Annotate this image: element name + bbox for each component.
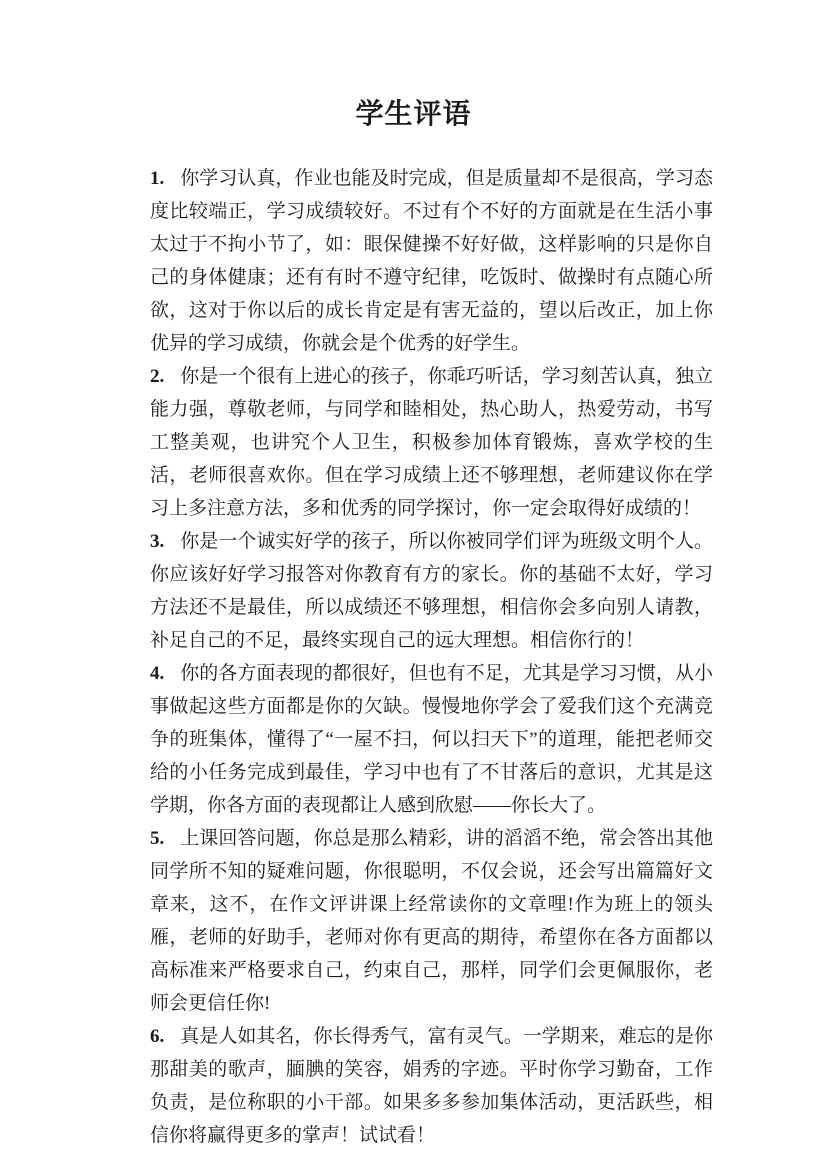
comment-paragraph	[150, 360, 713, 525]
paragraph-number: 5.	[150, 828, 165, 849]
comment-paragraph	[150, 162, 713, 360]
comment-paragraph	[150, 525, 713, 657]
paragraph-text: 你学习认真，作业也能及时完成，但是质量却不是很高，学习态度比较端正，学习成绩较好。不过有个不好的方面就是在生活小事太过于不拘小节了，如：眼保健操不好好做，这样影响的只是你自己的身体健康；还有有时不遵守纪律，吃饭时、做操时有点随心所欲，这对于你以后的成长肯定是有害无益的，望以后改正，加上你优异的学习成绩，你就会是个优秀的好学生。	[150, 168, 713, 354]
comment-paragraph	[150, 822, 713, 1020]
paragraph-number: 6.	[150, 1026, 165, 1047]
paragraph-number: 2.	[150, 366, 165, 387]
paragraph-number: 4.	[150, 663, 165, 684]
paragraph-text: 你的各方面表现的都很好，但也有不足，尤其是学习习惯，从小事做起这些方面都是你的欠缺。慢慢地你学会了爱我们这个充满竞争的班集体，懂得了“一屋不扫，何以扫天下”的道理，能把老师交给的小任务完成到最佳，学习中也有了不甘落后的意识，尤其是这学期，你各方面的表现都让人感到欣慰——你长大了。	[150, 663, 713, 816]
paragraph-text: 你是一个很有上进心的孩子，你乖巧听话，学习刻苦认真，独立能力强，尊敬老师，与同学和睦相处，热心助人，热爱劳动，书写工整美观，也讲究个人卫生，积极参加体育锻炼，喜欢学校的生活，老师很喜欢你。但在学习成绩上还不够理想，老师建议你在学习上多注意方法，多和优秀的同学探讨，你一定会取得好成绩的！	[150, 366, 713, 519]
page-title: 学生评语	[355, 99, 472, 130]
paragraph-number: 3.	[150, 531, 165, 552]
comment-paragraph	[150, 657, 713, 822]
paragraph-text: 你是一个诚实好学的孩子，所以你被同学们评为班级文明个人。你应该好好学习报答对你教育有方的家长。你的基础不太好，学习方法还不是最佳，所以成绩还不够理想，相信你会多向别人请教，补足自己的不足，最终实现自己的远大理想。相信你行的！	[150, 531, 713, 651]
comment-list	[0, 162, 827, 1152]
paragraph-text: 真是人如其名，你长得秀气，富有灵气。一学期来，难忘的是你那甜美的歌声，腼腆的笑容，娟秀的字迹。平时你学习勤奋，工作负责，是位称职的小干部。如果多多参加集体活动，更活跃些，相信你将赢得更多的掌声！试试看！	[150, 1026, 713, 1146]
paragraph-number: 1.	[150, 168, 165, 189]
paragraph-text: 上课回答问题，你总是那么精彩，讲的滔滔不绝，常会答出其他同学所不知的疑难问题，你很聪明，不仅会说，还会写出篇篇好文章来，这不，在作文评讲课上经常读你的文章哩!作为班上的领头雁，老师的好助手，老师对你有更高的期待，希望你在各方面都以高标准来严格要求自己，约束自己，那样，同学们会更佩服你，老师会更信任你!	[150, 828, 713, 1014]
comment-paragraph	[150, 1020, 713, 1152]
